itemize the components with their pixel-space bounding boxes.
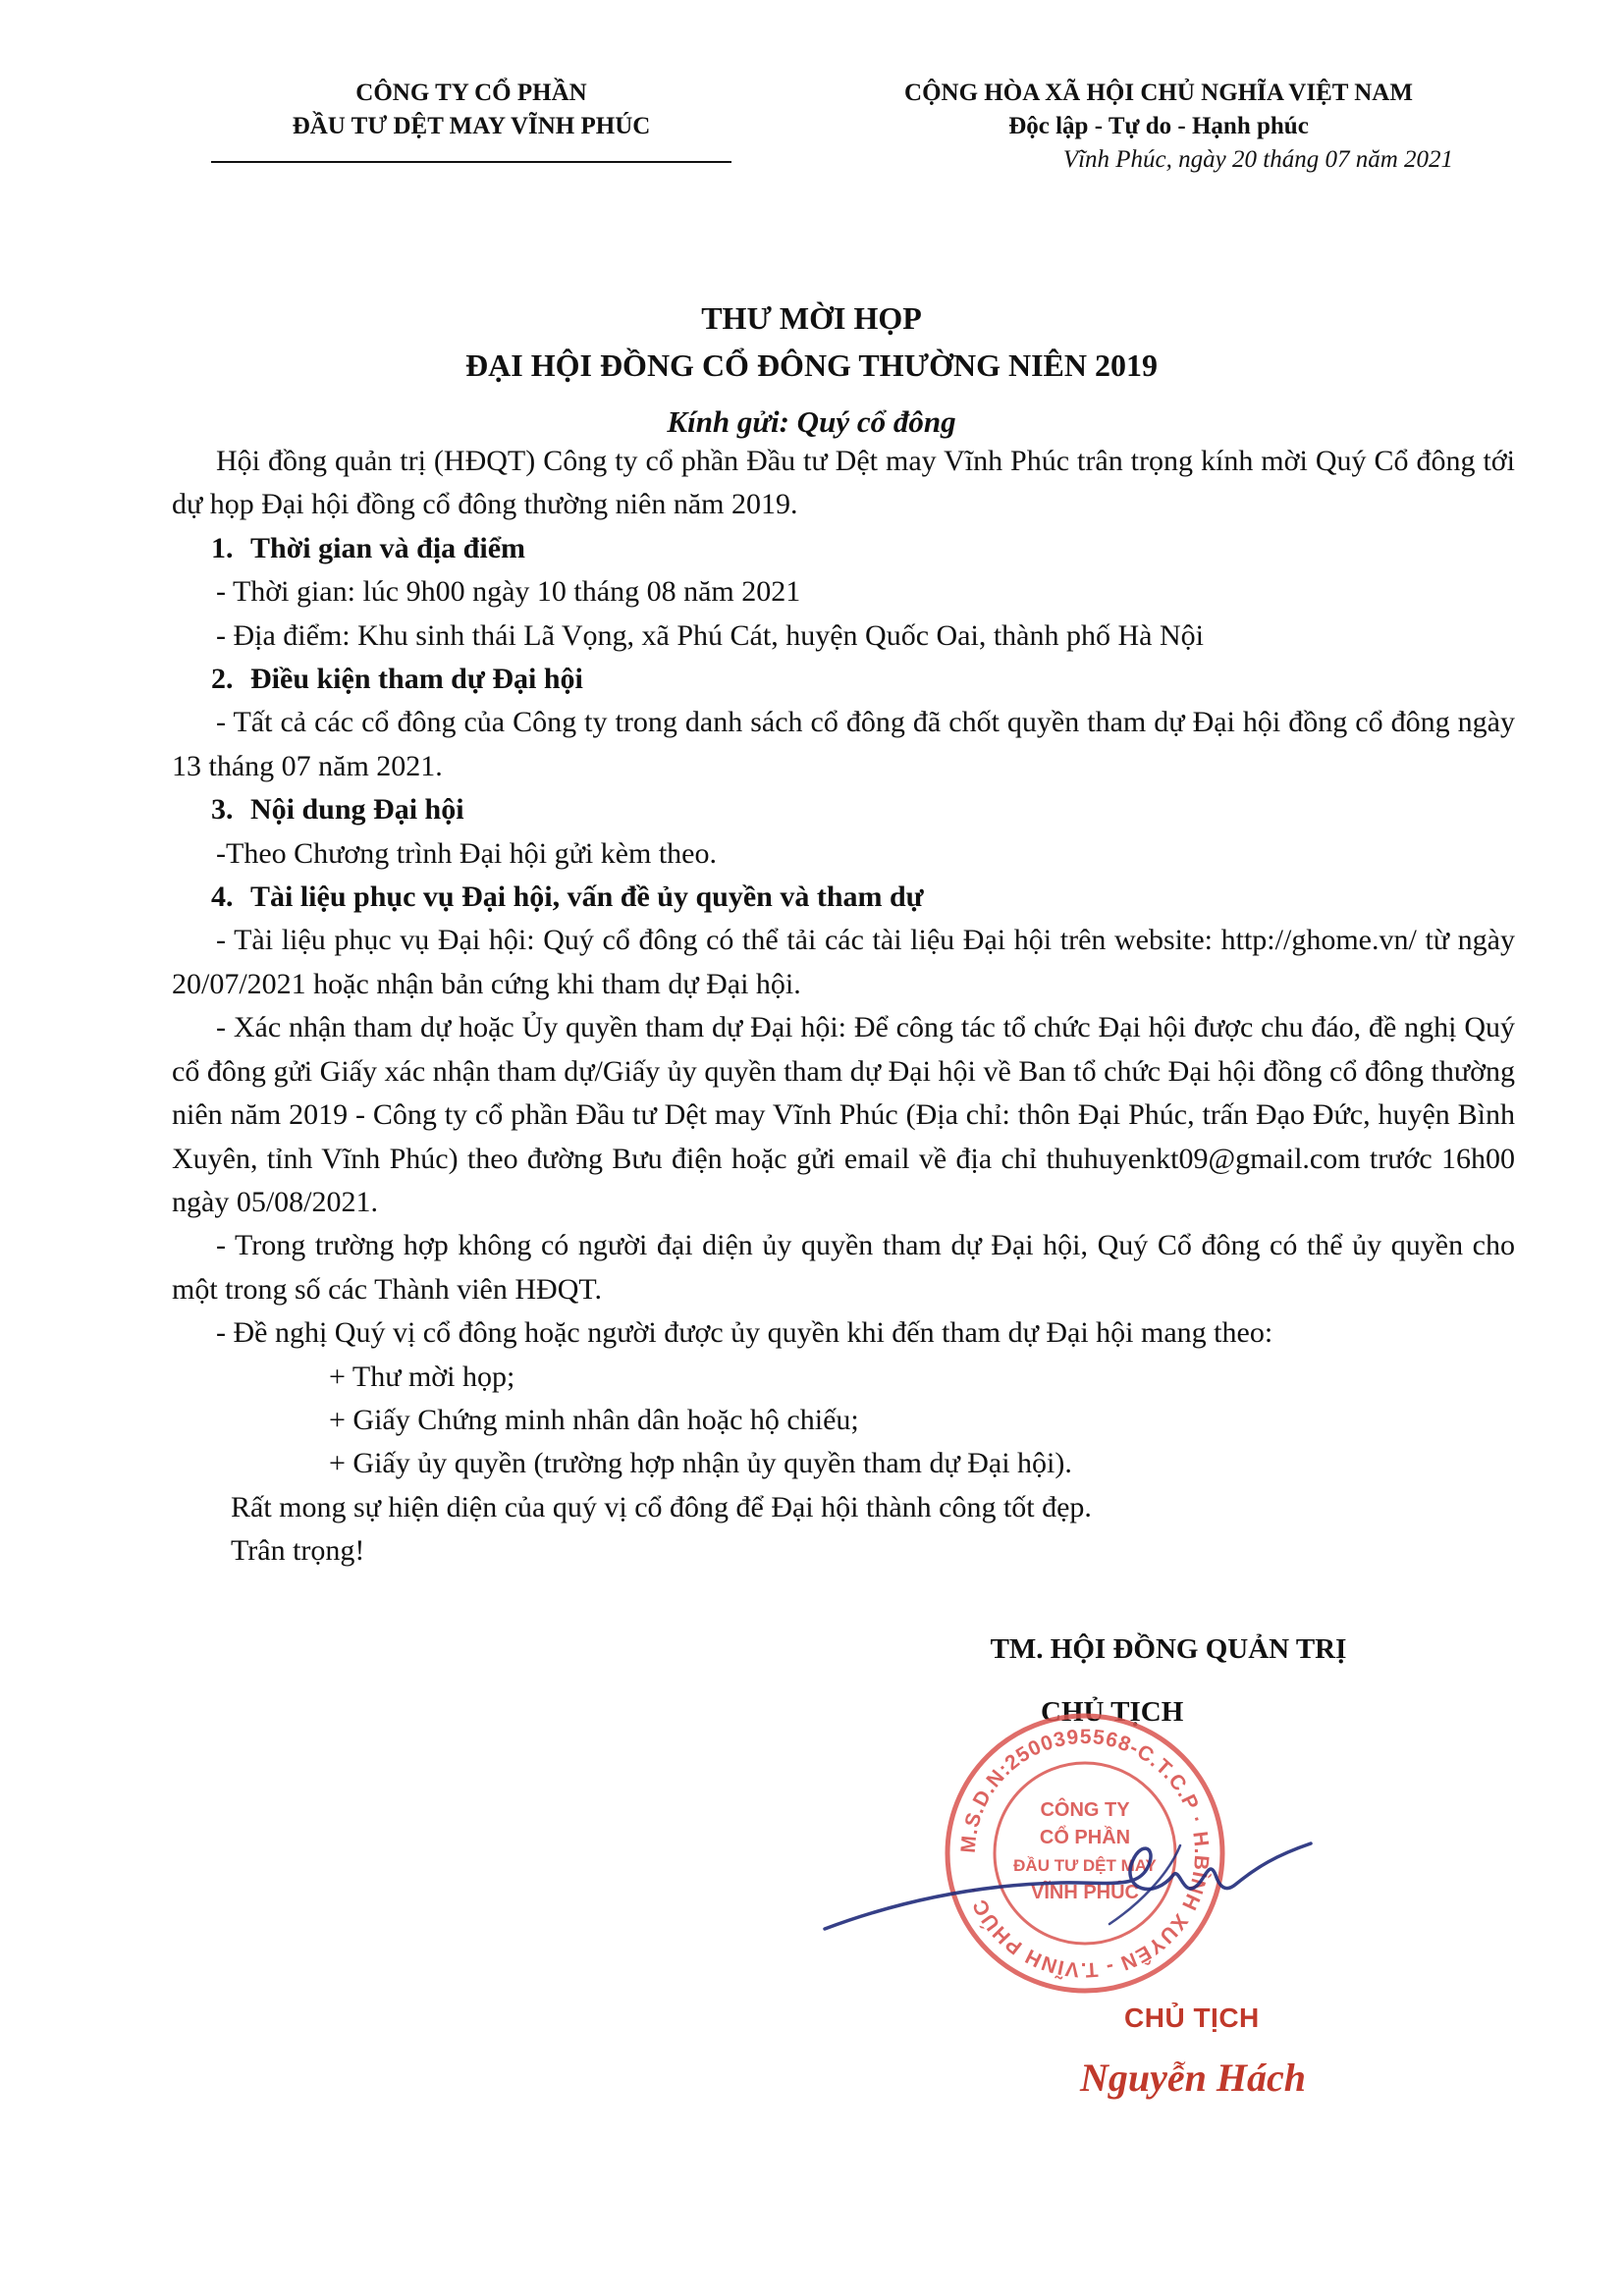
company-type: CÔNG TY CỔ PHẦN xyxy=(355,80,587,106)
section-number: 1. xyxy=(211,531,234,564)
company-name: ĐẦU TƯ DỆT MAY VĨNH PHÚC xyxy=(292,113,651,139)
title-line-2: ĐẠI HỘI ĐỒNG CỔ ĐÔNG THƯỜNG NIÊN 2019 xyxy=(465,347,1158,383)
bring-item: + Giấy ủy quyền (trường hợp nhận ủy quyền tham dự Đại hội). xyxy=(329,1447,1072,1480)
signature-title: TM. HỘI ĐỒNG QUẢN TRỊ xyxy=(990,1633,1347,1665)
section-title: Thời gian và địa điểm xyxy=(250,531,526,564)
section-3-heading xyxy=(172,788,1515,831)
stamp-name: Nguyễn Hách xyxy=(1080,2056,1306,2100)
national-motto: Độc lập - Tự do - Hạnh phúc xyxy=(1008,113,1309,139)
bring-item: + Giấy Chứng minh nhân dân hoặc hộ chiếu; xyxy=(329,1403,859,1436)
closing-regards: Trân trọng! xyxy=(231,1534,365,1568)
confirmation-paragraph: - Xác nhận tham dự hoặc Ủy quyền tham dự Đại hội: Để công tác tổ chức Đại hội được chu đáo, đề nghị Quý cổ đông gửi Giấy xác nhận tham dự/Giấy ủy quyền tham dự Đại hội về Ban tổ chức Đại hội đồng cổ đông thường niên năm 2019 - Công ty cổ phần Đầu tư Dệt may Vĩnh Phúc (Địa chỉ: thôn Đại Phúc, trấn Đạo Đức, huyện Bình Xuyên, tỉnh Vĩnh Phúc) theo đường Bưu điện hoặc gửi email về địa chỉ thuhuyenkt09@gmail.com trước 16h00 ngày 05/08/2021. xyxy=(172,1011,1515,1218)
closing-line: Rất mong sự hiện diện của quý vị cổ đông để Đại hội thành công tốt đẹp. xyxy=(231,1490,1092,1523)
section-title: Điều kiện tham dự Đại hội xyxy=(250,663,583,696)
section-title: Nội dung Đại hội xyxy=(250,793,464,827)
meeting-place: - Địa điểm: Khu sinh thái Lã Vọng, xã Phú Cát, huyện Quốc Oai, thành phố Hà Nội xyxy=(216,618,1204,652)
title-line-1: THƯ MỜI HỌP xyxy=(701,300,922,336)
signature-role: CHỦ TỊCH xyxy=(1041,1696,1184,1728)
letter-body xyxy=(172,440,1515,1574)
section-number: 4. xyxy=(211,881,234,914)
documents-paragraph: - Tài liệu phục vụ Đại hội: Quý cổ đông có thể tải các tài liệu Đại hội trên website: http://ghome.vn/ từ ngày 20/07/2021 hoặc nhận bản cứng khi tham dự Đại hội. xyxy=(172,924,1515,1000)
svg-text:CÔNG TY: CÔNG TY xyxy=(1040,1799,1130,1821)
attendance-conditions: - Tất cả các cổ đông của Công ty trong danh sách cổ đông đã chốt quyền tham dự Đại hội đồng cổ đông ngày 13 tháng 07 năm 2021. xyxy=(172,706,1515,782)
svg-text:CỔ PHẦN: CỔ PHẦN xyxy=(1039,1827,1131,1848)
section-1-heading xyxy=(172,527,1515,570)
meeting-time: - Thời gian: lúc 9h00 ngày 10 tháng 08 năm 2021 xyxy=(216,575,801,609)
national-title: CỘNG HÒA XÃ HỘI CHỦ NGHĨA VIỆT NAM xyxy=(904,80,1413,106)
section-number: 2. xyxy=(211,663,234,696)
intro-paragraph: Hội đồng quản trị (HĐQT) Công ty cổ phần Đầu tư Dệt may Vĩnh Phúc trân trọng kính mời Quý Cổ đông tới dự họp Đại hội đồng cổ đông thường niên năm 2019. xyxy=(172,445,1515,521)
section-title: Tài liệu phục vụ Đại hội, vấn đề ủy quyền và tham dự xyxy=(250,881,924,914)
document-date: Vĩnh Phúc, ngày 20 tháng 07 năm 2021 xyxy=(1062,146,1453,173)
section-2-heading xyxy=(172,658,1515,701)
company-header-rule xyxy=(211,161,731,163)
section-4-heading xyxy=(172,876,1515,919)
national-header xyxy=(844,77,1473,177)
svg-text:VĨNH PHÚC: VĨNH PHÚC xyxy=(1030,1882,1140,1903)
svg-text:ĐẦU TƯ DỆT MAY: ĐẦU TƯ DỆT MAY xyxy=(1013,1856,1157,1875)
handwritten-signature xyxy=(815,1806,1325,1953)
bring-item: + Thư mời họp; xyxy=(329,1360,515,1393)
salutation: Kính gửi: Quý cổ đông xyxy=(667,404,956,439)
document-title xyxy=(0,294,1623,389)
proxy-paragraph: - Trong trường hợp không có người đại diện ủy quyền tham dự Đại hội, Quý Cổ đông có thể ủy quyền cho một trong số các Thành viên HĐQT. xyxy=(172,1229,1515,1306)
svg-text:M.S.D.N:2500395568-C.T.C.P · H: M.S.D.N:2500395568-C.T.C.P · H.BÌNH XUYÊN - T.VĨNH PHÚC · xyxy=(956,1725,1214,1982)
signature-graphic xyxy=(815,1806,1325,1953)
section-number: 3. xyxy=(211,793,234,827)
bring-intro: - Đề nghị Quý vị cổ đông hoặc người được ủy quyền khi đến tham dự Đại hội mang theo: xyxy=(216,1316,1273,1350)
company-header xyxy=(187,77,756,163)
meeting-content: -Theo Chương trình Đại hội gửi kèm theo. xyxy=(216,836,717,870)
stamp-role: CHỦ TỊCH xyxy=(1124,2002,1260,2033)
